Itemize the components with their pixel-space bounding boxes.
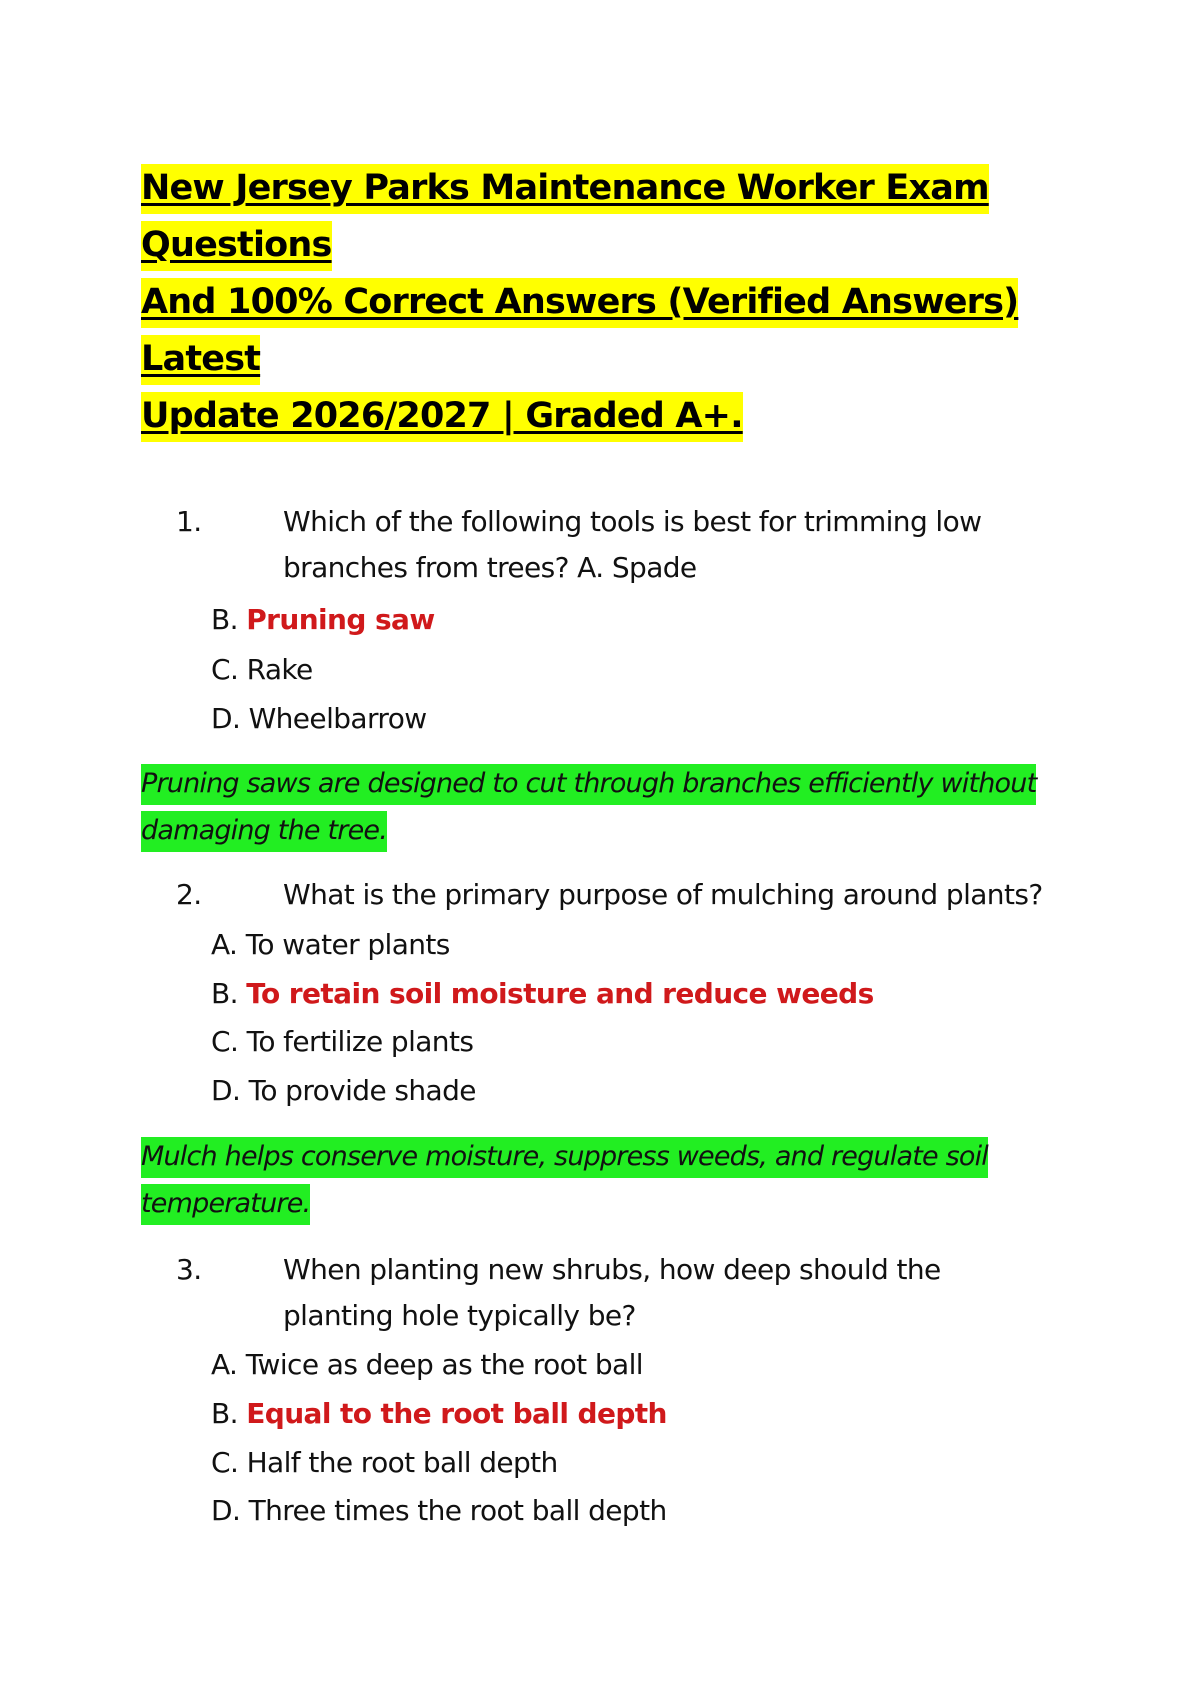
answer-option bbox=[211, 1491, 667, 1531]
answer-option bbox=[211, 1022, 473, 1062]
answer-option bbox=[211, 650, 313, 690]
answer-option bbox=[211, 1345, 643, 1385]
option-prefix: A. bbox=[211, 1348, 238, 1381]
option-prefix: B. bbox=[211, 977, 238, 1010]
document-title bbox=[141, 160, 1101, 445]
question-number: 1. bbox=[176, 505, 202, 538]
answer-option bbox=[211, 1394, 667, 1434]
answer-option bbox=[211, 699, 427, 739]
correct-answer: Equal to the root ball depth bbox=[246, 1397, 667, 1430]
title-line-2: And 100% Correct Answers (Verified Answers) Latest bbox=[141, 278, 1018, 385]
option-prefix: B. bbox=[211, 603, 238, 636]
answer-explanation bbox=[141, 760, 1061, 854]
option-label: Three times the root ball depth bbox=[248, 1494, 667, 1527]
title-line-1: New Jersey Parks Maintenance Worker Exam Questions bbox=[141, 164, 989, 271]
option-prefix: A. bbox=[211, 928, 238, 961]
correct-answer: Pruning saw bbox=[246, 603, 435, 636]
question-text: What is the primary purpose of mulching around plants? bbox=[283, 878, 1043, 911]
option-prefix: C. bbox=[211, 653, 239, 686]
option-label: To provide shade bbox=[248, 1074, 476, 1107]
option-label: Rake bbox=[246, 653, 313, 686]
title-line-3: Update 2026/2027 | Graded A+. bbox=[141, 392, 743, 442]
answer-explanation bbox=[141, 1133, 1061, 1227]
explanation-text: Mulch helps conserve moisture, suppress weeds, and regulate soil temperature. bbox=[141, 1137, 988, 1225]
option-label: To fertilize plants bbox=[246, 1025, 474, 1058]
option-prefix: C. bbox=[211, 1446, 239, 1479]
option-label: Wheelbarrow bbox=[248, 702, 427, 735]
option-label: To water plants bbox=[245, 928, 450, 961]
option-prefix: D. bbox=[211, 702, 241, 735]
option-prefix: C. bbox=[211, 1025, 239, 1058]
option-label: Twice as deep as the root ball bbox=[245, 1348, 643, 1381]
question-text: When planting new shrubs, how deep should the planting hole typically be? bbox=[283, 1253, 941, 1332]
answer-option bbox=[211, 974, 874, 1014]
answer-option bbox=[211, 1071, 476, 1111]
answer-option bbox=[211, 600, 435, 640]
option-prefix: D. bbox=[211, 1494, 241, 1527]
option-label: Half the root ball depth bbox=[246, 1446, 558, 1479]
question-text: Which of the following tools is best for trimming low branches from trees? A. Spade bbox=[283, 505, 982, 584]
question-number: 2. bbox=[176, 878, 202, 911]
answer-option bbox=[211, 925, 450, 965]
option-prefix: B. bbox=[211, 1397, 238, 1430]
question-number: 3. bbox=[176, 1253, 202, 1286]
explanation-text: Pruning saws are designed to cut through branches efficiently without damaging the tree. bbox=[141, 764, 1036, 852]
answer-option bbox=[211, 1443, 558, 1483]
option-prefix: D. bbox=[211, 1074, 241, 1107]
correct-answer: To retain soil moisture and reduce weeds bbox=[246, 977, 874, 1010]
